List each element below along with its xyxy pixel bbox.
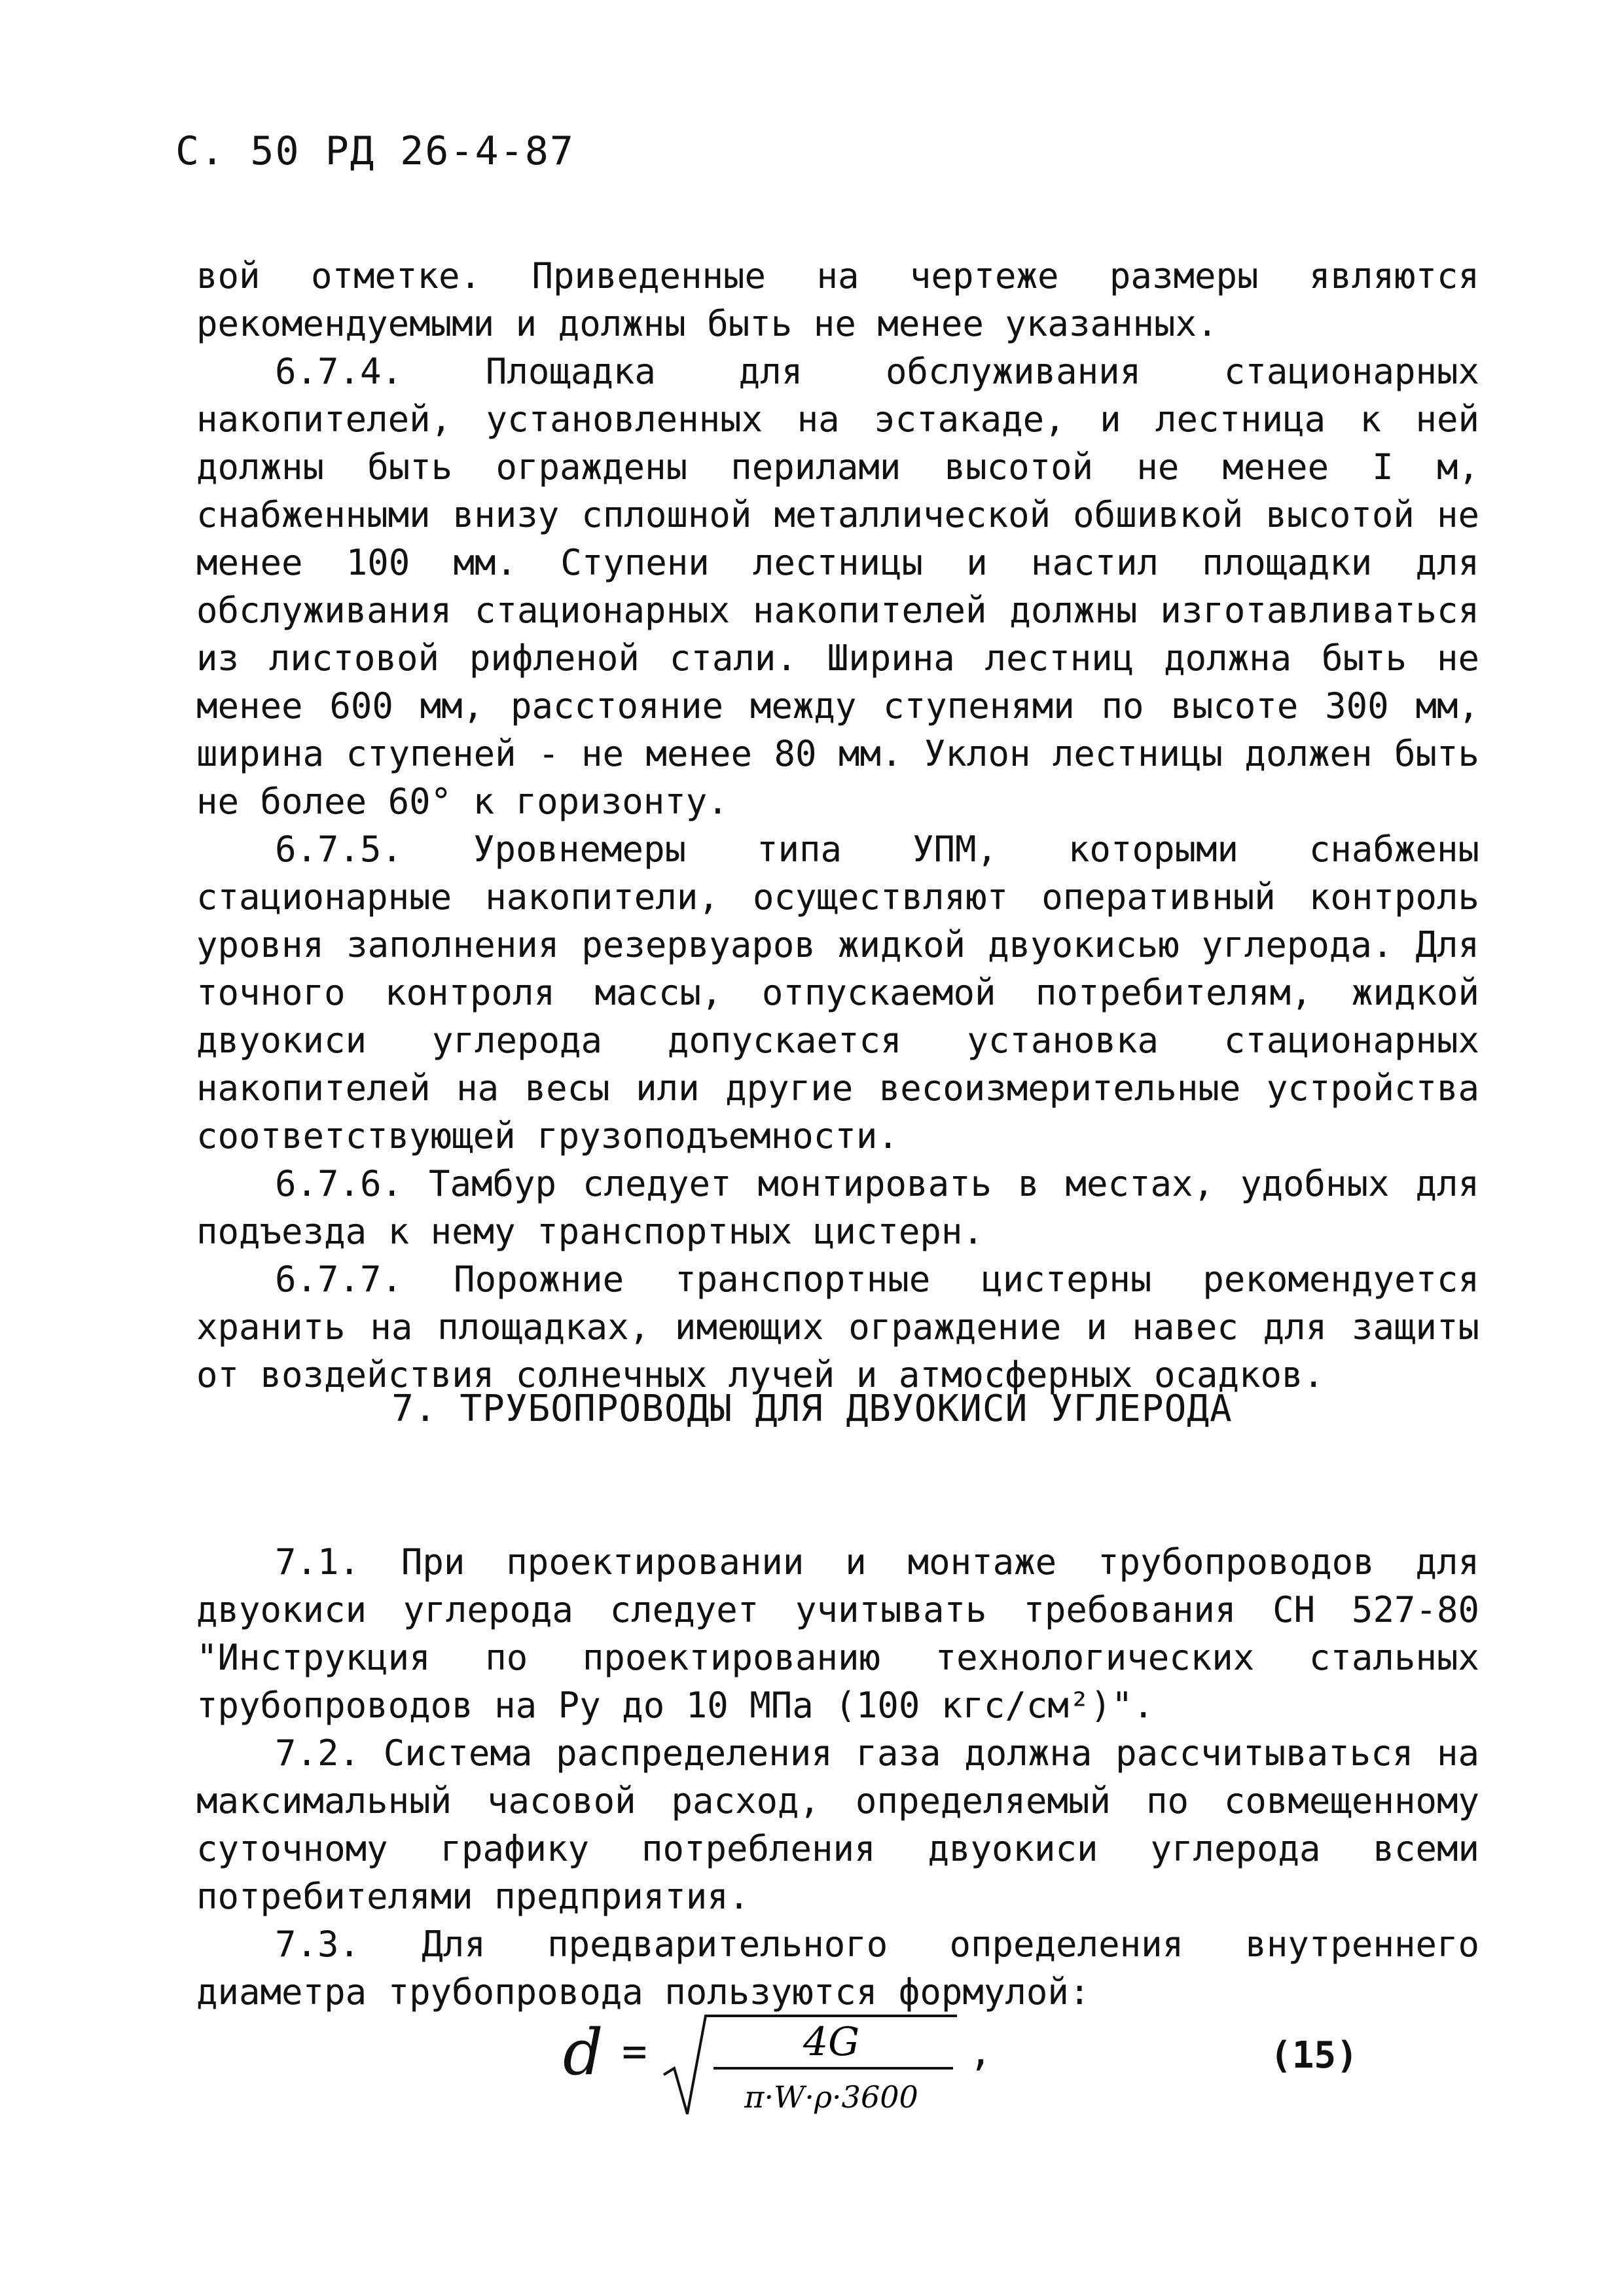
section-7-body	[196, 1538, 1479, 2016]
formula-equals: =	[622, 2028, 647, 2076]
page-header: С. 50 РД 26-4-87	[175, 128, 575, 174]
paragraph-continuation: вой отметке. Приведенные на чертеже размеры являются рекомендуемыми и должны быть не менее указанных.	[196, 255, 1479, 344]
equation-number: (15)	[1270, 2034, 1358, 2077]
paragraph-6-7-7: 6.7.7. Порожние транспортные цистерны рекомендуется хранить на площадках, имеющих ограждение и навес для защиты от воздействия солнечных лучей и атмосферных осадков.	[196, 1259, 1479, 1395]
formula-15	[563, 2003, 1545, 2134]
paragraph-6-7-4: 6.7.4. Площадка для обслуживания стационарных накопителей, установленных на эстакаде, и лестница к ней должны быть ограждены перилами высотой не менее I м, снабженными внизу сплошной металлической обшивкой высотой не менее 100 мм. Ступени лестницы и настил площадки для обслуживания стационарных накопителей должны изготавливаться из листовой рифленой стали. Ширина лестниц должна быть не менее 600 мм, расстояние между ступенями по высоте 300 мм, ширина ступеней - не менее 80 мм. Уклон лестницы должен быть не более 60° к горизонту.	[196, 351, 1479, 822]
paragraph-6-7-5: 6.7.5. Уровнемеры типа УПМ, которыми снабжены стационарные накопители, осуществляют оперативный контроль уровня заполнения резервуаров жидкой двуокисью углерода. Для точного контроля массы, отпускаемой потребителям, жидкой двуокиси углерода допускается установка стационарных накопителей на весы или другие весоизмерительные устройства соответствующей грузоподъемности.	[196, 829, 1479, 1157]
formula-denominator: π·W·ρ·3600	[744, 2079, 918, 2115]
section-7-title: 7. ТРУБОПРОВОДЫ ДЛЯ ДВУОКИСИ УГЛЕРОДА	[391, 1388, 1233, 1430]
paragraph-7-3: 7.3. Для предварительного определения внутреннего диаметра трубопровода пользуются формулой:	[196, 1924, 1479, 2013]
formula-numerator: 4G	[803, 2019, 860, 2065]
paragraph-7-2: 7.2. Система распределения газа должна рассчитываться на максимальный часовой расход, определяемый по совмещенному суточному графику потребления двуокиси углерода всеми потребителями предприятия.	[196, 1732, 1479, 1917]
formula-comma: ,	[969, 2029, 993, 2075]
paragraph-6-7-6: 6.7.6. Тамбур следует монтировать в местах, удобных для подъезда к нему транспортных цистерн.	[196, 1163, 1479, 1252]
formula-lhs: d	[563, 2016, 604, 2089]
paragraph-7-1: 7.1. При проектировании и монтаже трубопроводов для двуокиси углерода следует учитывать требования СН 527-80 "Инструкция по проектированию технологических стальных трубопроводов на Ру до 10 МПа (100 кгс/см²)".	[196, 1541, 1479, 1726]
section-6-continuation	[196, 252, 1479, 1399]
formula-sqrt-fraction	[661, 2003, 962, 2134]
